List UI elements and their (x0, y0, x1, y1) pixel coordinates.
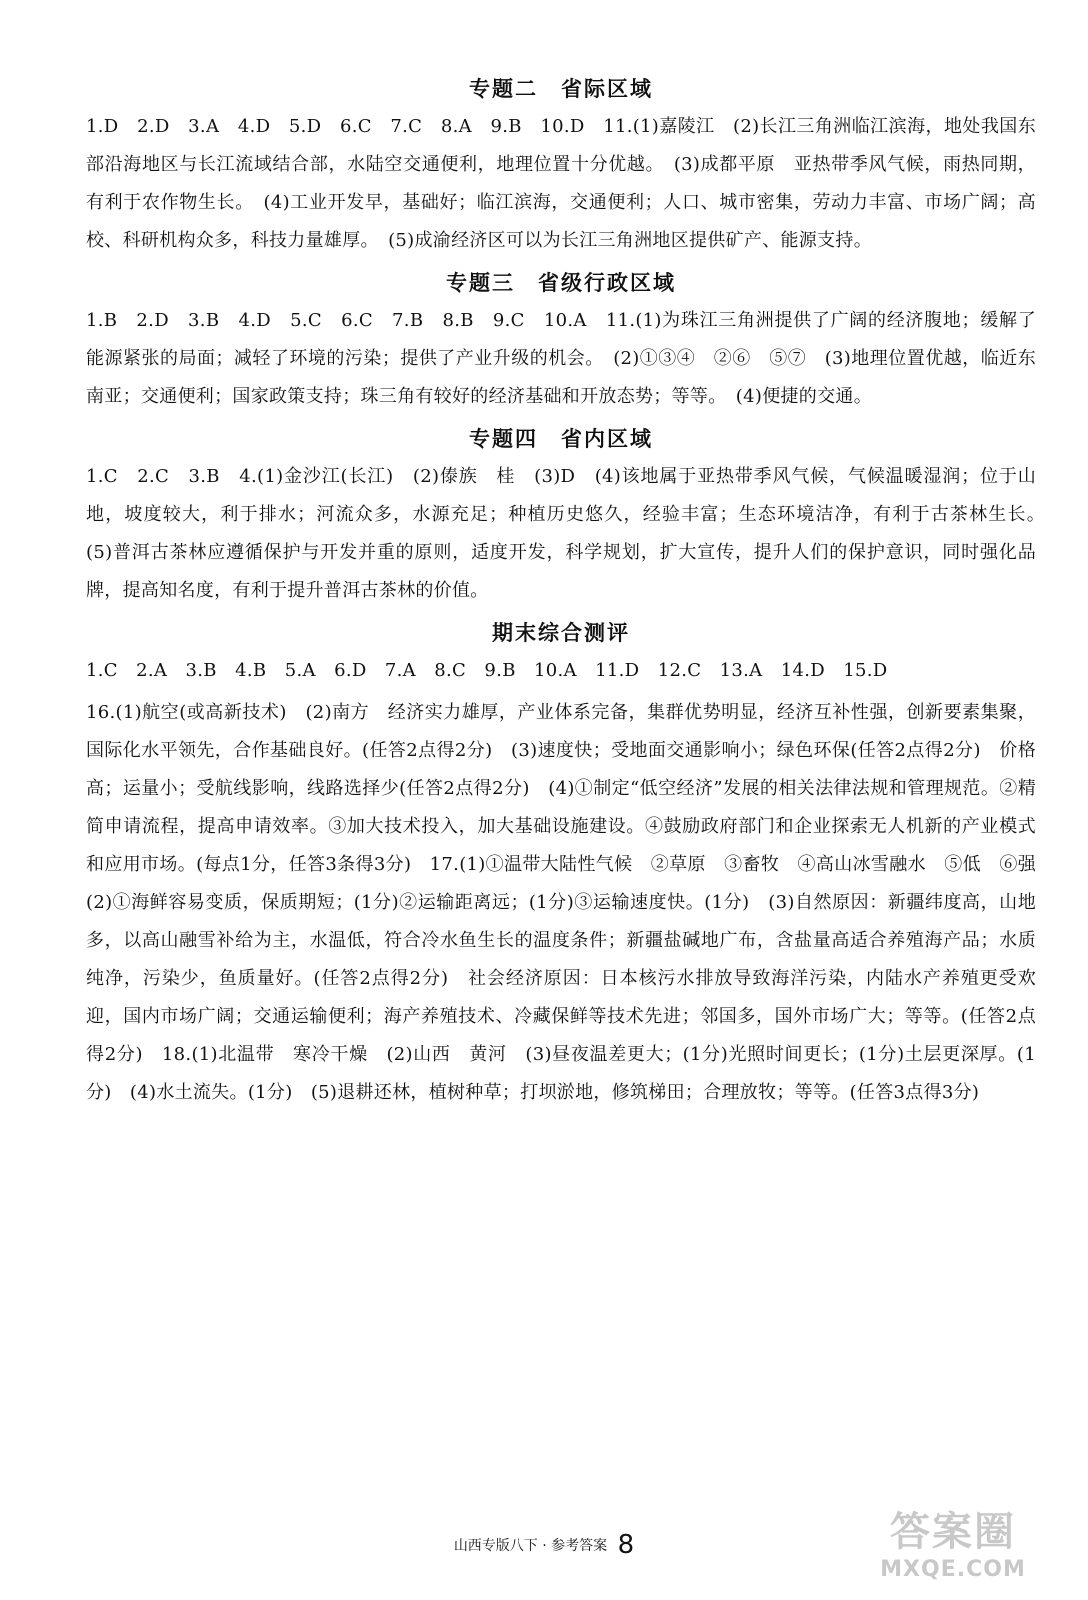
answer-page (86, 70, 1055, 1116)
page-number: 8 (617, 1530, 635, 1560)
section-title-4: 专题四 省内区域 (469, 427, 653, 451)
footer-label: 山西专版八下 · 参考答案 (453, 1538, 608, 1554)
section-title-final: 期末综合测评 (492, 621, 630, 645)
section-answers-4: 1.C 2.C 3.B 4.(1)金沙江(长江) (2)傣族 桂 (3)D (4)该地属于亚热带季风气候，气候温暖湿润；位于山地，坡度较大，利于排水；河流众多，水源充足；种植历史悠久，经验丰富；生态环境洁净，有利于古茶林生长。 (5)普洱古茶林应遵循保护与开发并重的原则，适度开发，科学规划，扩大宣传，提升人们的保护意识，同时强化品牌，提高知名度，有利于提升普洱古茶林的价值。 (86, 466, 1055, 601)
watermark-logo-text: 答案圈 (890, 1509, 1016, 1555)
section-answers-3: 1.B 2.D 3.B 4.D 5.C 6.C 7.B 8.B 9.C 10.A 11.(1)为珠江三角洲提供了广阔的经济腹地；缓解了能源紧张的局面；减轻了环境的污染；提供了产业升级的机会。 (2)①③④ ②⑥ ⑤⑦ (3)地理位置优越，临近东南亚；交通便利；国家政策支持；珠三角有较好的经济基础和开放态势；等等。 (4)便捷的交通。 (86, 310, 1036, 407)
final-choice-answers: 1.C 2.A 3.B 4.B 5.A 6.D 7.A 8.C 9.B 10.A 11.D 12.C 13.A 14.D 15.D (86, 660, 888, 681)
section-answers-2: 1.D 2.D 3.A 4.D 5.D 6.C 7.C 8.A 9.B 10.D 11.(1)嘉陵江 (2)长江三角洲临江滨海，地处我国东部沿海地区与长江流域结合部，水陆空交通便利，地理位置十分优越。 (3)成都平原 亚热带季风气候，雨热同期，有利于农作物生长。 (4)工业开发早，基础好；临江滨海，交通便利；人口、城市密集，劳动力丰富、市场广阔；高校、科研机构众多，科技力量雄厚。 (5)成渝经济区可以为长江三角洲地区提供矿产、能源支持。 (86, 116, 1036, 251)
watermark-url: MXQE.COM (880, 1557, 1026, 1582)
section-title-3: 专题三 省级行政区域 (446, 271, 676, 295)
site-watermark (878, 1500, 1028, 1580)
section-title-2: 专题二 省际区域 (469, 77, 653, 101)
final-essay-answers: 16.(1)航空(或高新技术) (2)南方 经济实力雄厚，产业体系完备，集群优势明显，经济互补性强，创新要素集聚，国际化水平领先，合作基础良好。(任答2点得2分) (3)速度快；受地面交通影响小；绿色环保(任答2点得2分) 价格高；运量小；受航线影响，线路选择少(任答2点得2分) (4)①制定“低空经济”发展的相关法律法规和管理规范。②精简申请流程，提高申请效率。③加大技术投入，加大基础设施建设。④鼓励政府部门和企业探索无人机新的产业模式和应用市场。(每点1分，任答3条得3分) 17.(1)①温带大陆性气候 ②草原 ③畜牧 ④高山冰雪融水 ⑤低 ⑥强 (2)①海鲜容易变质，保质期短；(1分)②运输距离远；(1分)③运输速度快。(1分) (3)自然原因：新疆纬度高，山地多，以高山融雪补给为主，水温低，符合冷水鱼生长的温度条件；新疆盐碱地广布，含盐量高适合养殖海产品；水质纯净，污染少，鱼质量好。(任答2点得2分) 社会经济原因：日本核污水排放导致海洋污染，内陆水产养殖更受欢迎，国内市场广阔；交通运输便利；海产养殖技术、冷藏保鲜等技术先进；邻国多，国外市场广大；等等。(任答2点得2分) 18.(1)北温带 寒冷干燥 (2)山西 黄河 (3)昼夜温差更大；(1分)光照时间更长；(1分)土层更深厚。(1分) (4)水土流失。(1分) (5)退耕还林，植树种草；打坝淤地，修筑梯田；合理放牧；等等。(任答3点得3分) (86, 702, 1055, 1103)
